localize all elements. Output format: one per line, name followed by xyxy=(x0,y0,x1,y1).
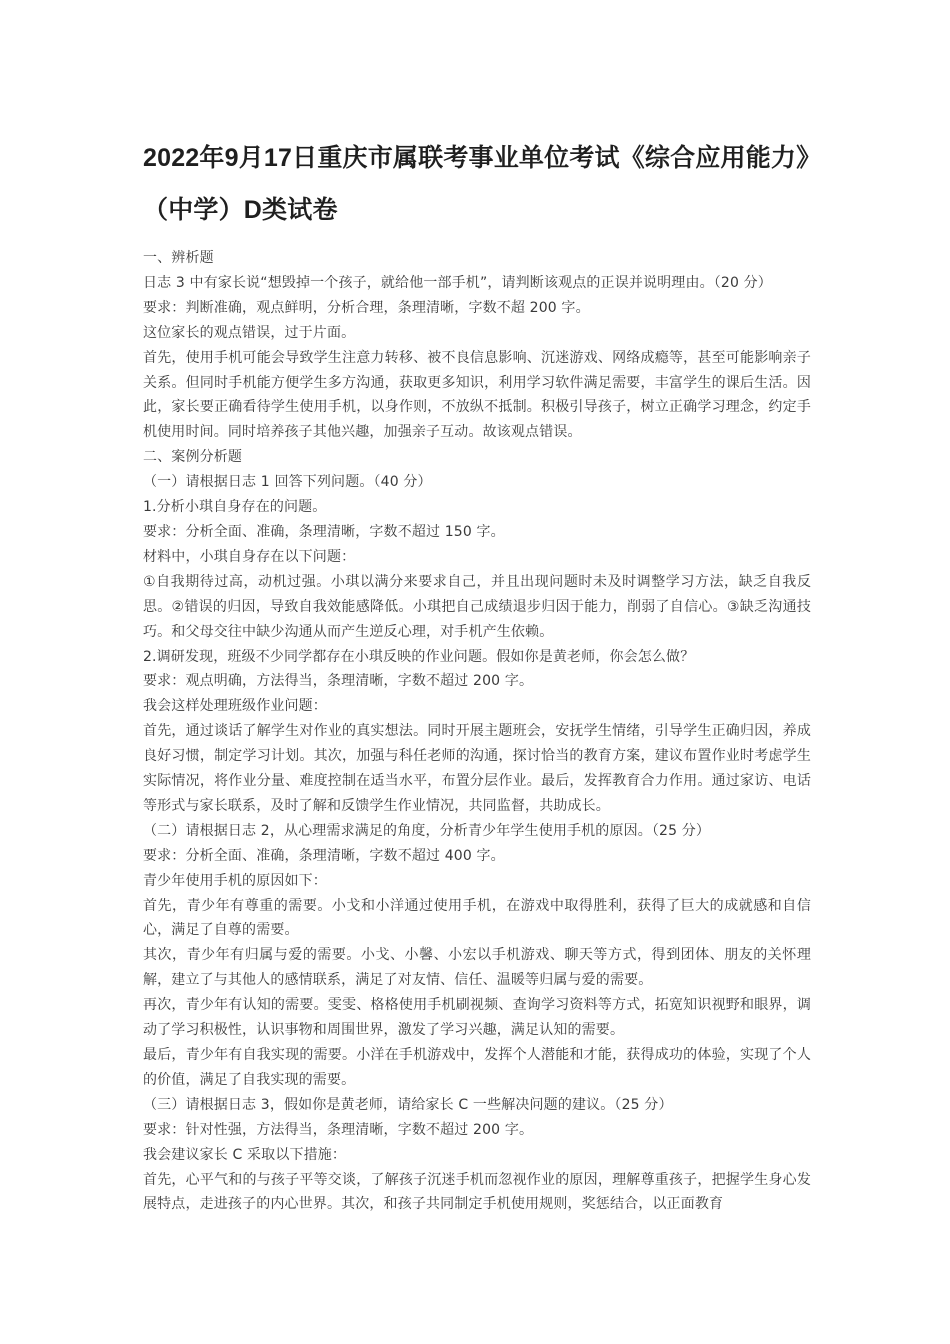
question-paragraph: （三）请根据日志 3，假如你是黄老师，请给家长 C 一些解决问题的建议。（25 分） xyxy=(143,1096,673,1113)
requirement-paragraph: 要求：针对性强，方法得当，条理清晰，字数不超过 200 字。 xyxy=(143,1121,534,1138)
answer-paragraph: 我会建议家长 C 采取以下措施： xyxy=(143,1146,347,1163)
answer-paragraph: 首先，心平气和的与孩子平等交谈，了解孩子沉迷手机而忽视作业的原因，理解尊重孩子，把握学生身心发展特点，走进孩子的内心世界。其次，和孩子共同制定手机使用规则，奖惩结合，以正面教育 xyxy=(143,1171,811,1213)
section-heading-analysis: 一、辨析题 xyxy=(143,250,214,266)
requirement-paragraph: 要求：分析全面、准确，条理清晰，字数不超过 400 字。 xyxy=(143,847,505,864)
section-heading-case: 二、案例分析题 xyxy=(143,449,243,466)
question-paragraph: 日志 3 中有家长说“想毁掉一个孩子，就给他一部手机”，请判断该观点的正误并说明理由。（20 分） xyxy=(143,274,772,291)
question-paragraph: 2.调研发现，班级不少同学都存在小琪反映的作业问题。假如你是黄老师，你会怎么做？ xyxy=(143,648,695,665)
answer-paragraph: 这位家长的观点错误，过于片面。 xyxy=(143,324,356,341)
answer-paragraph: 材料中，小琪自身存在以下问题： xyxy=(143,548,356,565)
answer-paragraph: 首先，使用手机可能会导致学生注意力转移、被不良信息影响、沉迷游戏、网络成瘾等，甚至可能影响亲子关系。但同时手机能方便学生多方沟通，获取更多知识，利用学习软件满足需要，丰富学生的课后生活。因此，家长要正确看待学生使用手机，以身作则，不放纵不抵制。积极引导孩子，树立正确学习理念，约定手机使用时间。同时培养孩子其他兴趣，加强亲子互动。故该观点错误。 xyxy=(143,349,811,441)
question-paragraph: （二）请根据日志 2，从心理需求满足的角度，分析青少年学生使用手机的原因。（25 分） xyxy=(143,822,711,839)
document-body xyxy=(143,246,811,1217)
requirement-paragraph: 要求：判断准确，观点鲜明，分析合理，条理清晰，字数不超 200 字。 xyxy=(143,299,590,316)
requirement-paragraph: 要求：分析全面、准确，条理清晰，字数不超过 150 字。 xyxy=(143,523,505,540)
document-page xyxy=(143,132,811,1217)
answer-paragraph: 青少年使用手机的原因如下： xyxy=(143,872,327,889)
requirement-paragraph: 要求：观点明确，方法得当，条理清晰，字数不超过 200 字。 xyxy=(143,673,534,690)
answer-paragraph: 再次，青少年有认知的需要。雯雯、格格使用手机刷视频、查询学习资料等方式，拓宽知识视野和眼界，调动了学习积极性，认识事物和周围世界，激发了学习兴趣，满足认知的需要。 xyxy=(143,997,811,1039)
question-paragraph: （一）请根据日志 1 回答下列问题。（40 分） xyxy=(143,474,432,491)
answer-paragraph: ①自我期待过高，动机过强。小琪以满分来要求自己，并且出现问题时未及时调整学习方法，缺乏自我反思。②错误的归因，导致自我效能感降低。小琪把自己成绩退步归因于能力，削弱了自信心。③缺乏沟通技巧。和父母交往中缺少沟通从而产生逆反心理，对手机产生依赖。 xyxy=(143,573,811,640)
answer-paragraph: 首先，青少年有尊重的需要。小戈和小洋通过使用手机，在游戏中取得胜利，获得了巨大的成就感和自信心，满足了自尊的需要。 xyxy=(143,897,811,939)
document-title: 2022年9月17日重庆市属联考事业单位考试《综合应用能力》（中学）D类试卷 xyxy=(143,144,809,224)
answer-paragraph: 我会这样处理班级作业问题： xyxy=(143,698,327,715)
answer-paragraph: 最后，青少年有自我实现的需要。小洋在手机游戏中，发挥个人潜能和才能，获得成功的体验，实现了个人的价值，满足了自我实现的需要。 xyxy=(143,1047,811,1088)
answer-paragraph: 首先，通过谈话了解学生对作业的真实想法。同时开展主题班会，安抚学生情绪，引导学生正确归因，养成良好习惯，制定学习计划。其次，加强与科任老师的沟通，探讨恰当的教育方案，建议布置作业时考虑学生实际情况，将作业分量、难度控制在适当水平，布置分层作业。最后，发挥教育合力作用。通过家访、电话等形式与家长联系，及时了解和反馈学生作业情况，共同监督，共助成长。 xyxy=(143,723,811,814)
answer-paragraph: 其次，青少年有归属与爱的需要。小戈、小馨、小宏以手机游戏、聊天等方式，得到团体、朋友的关怀理解，建立了与其他人的感情联系，满足了对友情、信任、温暖等归属与爱的需要。 xyxy=(143,947,811,989)
question-paragraph: 1.分析小琪自身存在的问题。 xyxy=(143,499,327,516)
